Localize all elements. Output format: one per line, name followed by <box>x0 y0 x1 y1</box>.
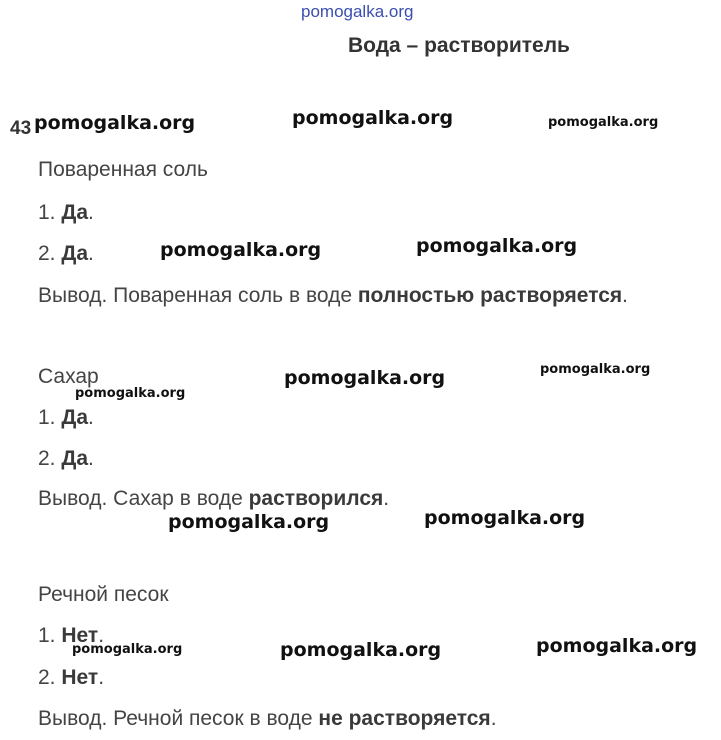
watermark: pomogalka.org <box>75 386 186 401</box>
section-salt-conclusion: Вывод. Поваренная соль в воде полностью растворяется. <box>38 284 628 307</box>
section-salt-answer-1: 1. Да. <box>38 201 94 224</box>
section-salt-title: Поваренная соль <box>38 158 208 181</box>
watermark: pomogalka.org <box>168 511 330 533</box>
section-sugar-answer-1: 1. Да. <box>38 406 94 429</box>
watermark: pomogalka.org <box>160 239 322 261</box>
section-sand-conclusion: Вывод. Речной песок в воде не растворяется. <box>38 707 497 730</box>
watermark: pomogalka.org <box>540 362 651 377</box>
section-salt-answer-2: 2. Да. <box>38 242 94 265</box>
section-sand-answer-2: 2. Нет. <box>38 666 105 689</box>
watermark: pomogalka.org <box>280 639 442 661</box>
watermark: pomogalka.org <box>536 635 698 657</box>
watermark: pomogalka.org <box>72 642 183 657</box>
watermark: pomogalka.org <box>34 112 196 134</box>
watermark: pomogalka.org <box>284 367 446 389</box>
task-number: 43 <box>10 118 32 139</box>
watermark: pomogalka.org <box>292 107 454 129</box>
section-sugar-conclusion: Вывод. Сахар в воде растворился. <box>38 487 390 510</box>
page-title: Вода – растворитель <box>348 34 570 57</box>
watermark: pomogalka.org <box>548 115 659 130</box>
section-sugar-title: Сахар <box>38 365 99 388</box>
watermark: pomogalka.org <box>416 235 578 257</box>
section-sand-answer-1: 1. Нет. <box>38 624 105 647</box>
section-sand-title: Речной песок <box>38 583 169 606</box>
section-sugar-answer-2: 2. Да. <box>38 447 94 470</box>
site-name: pomogalka.org <box>301 2 414 21</box>
watermark: pomogalka.org <box>424 507 586 529</box>
